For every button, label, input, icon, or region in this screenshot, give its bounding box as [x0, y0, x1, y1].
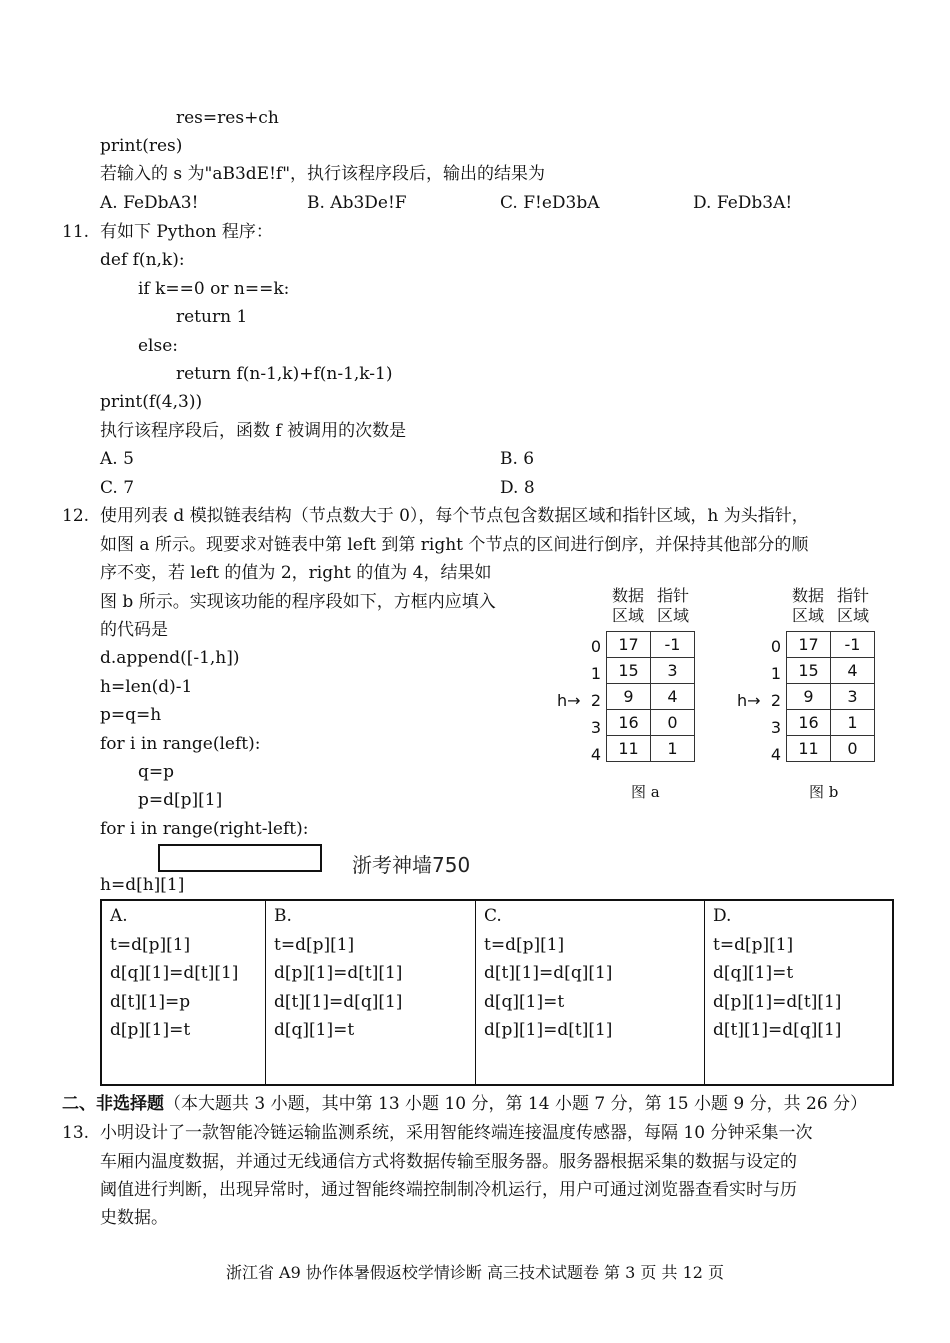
pointer-cell: 4	[831, 658, 875, 684]
code-line: d[t][1]=p	[110, 992, 191, 1012]
code-line: d[q][1]=t	[484, 992, 565, 1012]
head-label: h	[557, 691, 568, 710]
table-row	[607, 658, 695, 684]
table-row	[787, 684, 875, 710]
code-line: d[q][1]=t	[274, 1020, 355, 1040]
row-index: 4	[590, 745, 601, 764]
code-line: print(f(4,3))	[100, 392, 203, 412]
code-line: d[p][1]=t	[110, 1020, 191, 1040]
answer-option-c	[476, 901, 705, 1084]
section-desc: （本大题共 3 小题，其中第 13 小题 10 分，第 14 小题 7 分，第 15 小题 9 分，共 26 分）	[164, 1094, 868, 1114]
question-number: 11.	[62, 222, 90, 242]
option-label: C.	[484, 906, 502, 926]
code-line: d[t][1]=d[q][1]	[484, 963, 613, 983]
row-index: 2	[770, 691, 781, 710]
row-index: 1	[770, 664, 781, 683]
question-stem: 使用列表 d 模拟链表结构（节点数大于 0），每个节点包含数据区域和指针区域，h 为头指针，	[100, 506, 809, 526]
pointer-cell: 3	[831, 684, 875, 710]
table-row	[607, 632, 695, 658]
header-pointer-area	[831, 586, 875, 626]
option-b: B. Ab3De!F	[307, 193, 407, 213]
code-line: t=d[p][1]	[484, 935, 565, 955]
code-line: else:	[138, 336, 179, 356]
table-row	[787, 658, 875, 684]
row-index: 0	[590, 637, 601, 656]
row-index: 3	[590, 718, 601, 737]
code-line: d[q][1]=d[t][1]	[110, 963, 239, 983]
code-line: d.append([-1,h])	[100, 648, 240, 668]
pointer-cell: 1	[651, 736, 695, 762]
table-row	[787, 736, 875, 762]
data-cell: 11	[787, 736, 831, 762]
data-cell: 15	[607, 658, 651, 684]
pointer-cell: -1	[831, 632, 875, 658]
answer-option-a	[102, 901, 266, 1084]
row-index: 2	[590, 691, 601, 710]
option-d: D. FeDb3A!	[693, 193, 793, 213]
code-line: for i in range(left):	[100, 734, 261, 754]
data-cell: 16	[607, 710, 651, 736]
code-line: for i in range(right-left):	[100, 819, 309, 839]
question-number: 12.	[62, 506, 90, 526]
code-line: d[t][1]=d[q][1]	[713, 1020, 842, 1040]
question-prompt: 若输入的 s 为"aB3dE!f"，执行该程序段后，输出的结果为	[100, 164, 546, 184]
code-line: if k==0 or n==k:	[138, 279, 290, 299]
figure-b	[735, 585, 895, 805]
code-line: h=d[h][1]	[100, 875, 185, 895]
data-cell: 9	[787, 684, 831, 710]
arrow-icon: →	[567, 691, 581, 710]
code-line: d[p][1]=d[t][1]	[484, 1020, 613, 1040]
head-pointer	[737, 687, 761, 714]
option-label: B.	[274, 906, 292, 926]
code-line: print(res)	[100, 136, 183, 156]
table-row	[607, 710, 695, 736]
code-line: res=res+ch	[176, 108, 279, 128]
watermark-text: 浙考神墙750	[352, 853, 471, 877]
option-label: D.	[713, 906, 732, 926]
header-text: 数据	[611, 586, 644, 605]
header-text: 指针	[836, 586, 869, 605]
question-prompt: 执行该程序段后，函数 f 被调用的次数是	[100, 421, 407, 441]
pointer-cell: 1	[831, 710, 875, 736]
question-stem: 图 b 所示。实现该功能的程序段如下，方框内应填入	[100, 592, 496, 612]
data-cell: 11	[607, 736, 651, 762]
head-pointer	[557, 687, 581, 714]
table-row	[607, 736, 695, 762]
pointer-cell: 4	[651, 684, 695, 710]
header-text: 区域	[791, 606, 824, 625]
question-stem: 阈值进行判断，出现异常时，通过智能终端控制制冷机运行，用户可通过浏览器查看实时与历	[100, 1180, 797, 1200]
figure-caption: 图 a	[631, 783, 660, 801]
answer-blank-box	[158, 844, 322, 872]
question-number: 13.	[62, 1123, 90, 1143]
header-text: 数据	[791, 586, 824, 605]
code-line: d[t][1]=d[q][1]	[274, 992, 403, 1012]
code-line: return f(n-1,k)+f(n-1,k-1)	[176, 364, 393, 384]
code-line: p=d[p][1]	[138, 790, 223, 810]
data-cell: 9	[607, 684, 651, 710]
answer-option-b	[266, 901, 476, 1084]
code-line: t=d[p][1]	[110, 935, 191, 955]
header-text: 指针	[656, 586, 689, 605]
linked-list-table	[786, 631, 875, 762]
question-stem: 的代码是	[100, 620, 168, 640]
option-c: C. F!eD3bA	[500, 193, 600, 213]
code-line: q=p	[138, 762, 175, 782]
option-c: C. 7	[100, 478, 135, 498]
answer-options-table	[100, 899, 894, 1086]
pointer-cell: 0	[831, 736, 875, 762]
pointer-cell: 0	[651, 710, 695, 736]
question-stem: 车厢内温度数据，并通过无线通信方式将数据传输至服务器。服务器根据采集的数据与设定的	[100, 1152, 797, 1172]
data-cell: 17	[607, 632, 651, 658]
option-label: A.	[110, 906, 128, 926]
figure-caption: 图 b	[809, 783, 839, 801]
row-index: 3	[770, 718, 781, 737]
question-stem: 序不变，若 left 的值为 2，right 的值为 4，结果如	[100, 563, 492, 583]
arrow-icon: →	[747, 691, 761, 710]
header-text: 区域	[836, 606, 869, 625]
option-b: B. 6	[500, 449, 535, 469]
option-a: A. 5	[100, 449, 134, 469]
pointer-cell: 3	[651, 658, 695, 684]
table-row	[607, 684, 695, 710]
figure-a	[555, 585, 715, 805]
header-text: 区域	[656, 606, 689, 625]
data-cell: 15	[787, 658, 831, 684]
data-cell: 17	[787, 632, 831, 658]
section-heading	[62, 1092, 867, 1116]
code-line: d[p][1]=d[t][1]	[713, 992, 842, 1012]
option-d: D. 8	[500, 478, 535, 498]
code-line: def f(n,k):	[100, 250, 185, 270]
code-line: p=q=h	[100, 705, 162, 725]
code-line: h=len(d)-1	[100, 677, 193, 697]
row-index: 4	[770, 745, 781, 764]
code-line: d[q][1]=t	[713, 963, 794, 983]
table-row	[787, 710, 875, 736]
section-title: 二、非选择题	[62, 1094, 164, 1114]
data-cell: 16	[787, 710, 831, 736]
code-line: return 1	[176, 307, 248, 327]
header-pointer-area	[651, 586, 695, 626]
question-stem: 有如下 Python 程序：	[100, 222, 273, 242]
option-a: A. FeDbA3!	[100, 193, 199, 213]
pointer-cell: -1	[651, 632, 695, 658]
linked-list-table	[606, 631, 695, 762]
answer-option-d	[705, 901, 889, 1084]
row-index: 1	[590, 664, 601, 683]
code-line: t=d[p][1]	[274, 935, 355, 955]
code-line: t=d[p][1]	[713, 935, 794, 955]
header-data-area	[786, 586, 830, 626]
table-row	[787, 632, 875, 658]
code-line: d[p][1]=d[t][1]	[274, 963, 403, 983]
question-stem: 小明设计了一款智能冷链运输监测系统，采用智能终端连接温度传感器，每隔 10 分钟采集一次	[100, 1123, 813, 1143]
question-stem: 如图 a 所示。现要求对链表中第 left 到第 right 个节点的区间进行倒序，并保持其他部分的顺	[100, 535, 809, 555]
header-text: 区域	[611, 606, 644, 625]
row-index: 0	[770, 637, 781, 656]
page-footer: 浙江省 A9 协作体暑假返校学情诊断 高三技术试题卷 第 3 页 共 12 页	[225, 1263, 725, 1282]
head-label: h	[737, 691, 748, 710]
header-data-area	[606, 586, 650, 626]
question-stem: 史数据。	[100, 1208, 168, 1228]
